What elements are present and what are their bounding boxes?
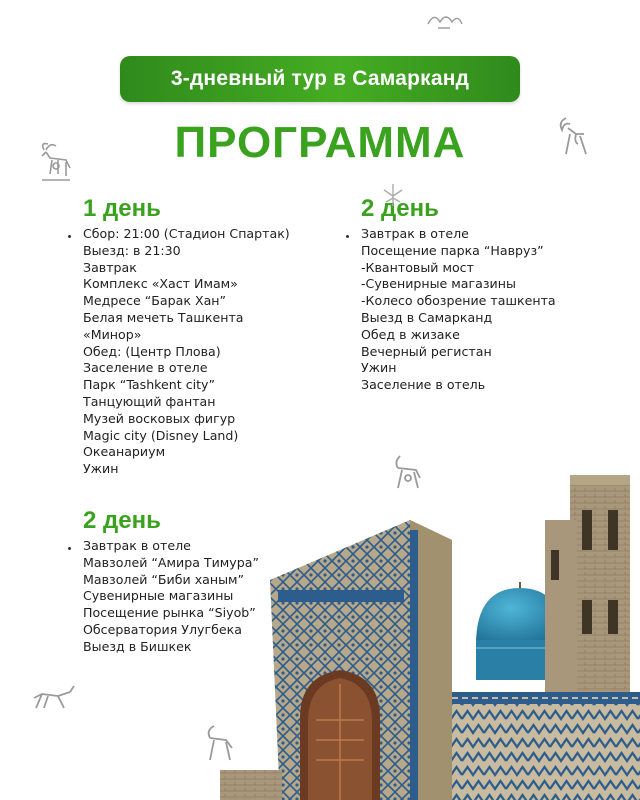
day2-list	[361, 226, 556, 394]
day1-heading: 1 день	[83, 195, 161, 222]
list-item: Медресе “Барак Хан”	[83, 293, 227, 309]
list-item: Мавзолей “Биби ханым”	[83, 571, 245, 587]
list-item: Обед в жизаке	[361, 326, 460, 342]
list-item: Вечерный регистан	[361, 343, 492, 359]
list-item: -Колесо обозрение ташкента	[361, 293, 556, 309]
list-item: Заселение в отель	[361, 377, 486, 393]
tour-title: 3-дневный тур в Самарканд	[170, 67, 470, 90]
list-item: Белая мечеть Ташкента	[83, 309, 244, 325]
list-item: Океанариум	[83, 444, 166, 460]
list-item: Посещение парка “Навруз”	[361, 242, 544, 258]
day1-list	[83, 226, 290, 478]
list-item: Обсерватория Улугбека	[83, 621, 242, 637]
ornament-icon	[378, 180, 408, 210]
list-item: Обед: (Центр Плова)	[83, 343, 221, 359]
mosque-illustration	[220, 470, 640, 800]
list-item: Посещение рынка “Siyob”	[83, 605, 256, 621]
list-item: Сувенирные магазины	[83, 588, 234, 604]
list-item: Magic city (Disney Land)	[83, 427, 239, 443]
ornament-icon	[424, 10, 464, 32]
day2-heading: 2 день	[361, 195, 439, 222]
list-item: Ужин	[361, 360, 397, 376]
list-item: Выезд в Самарканд	[361, 309, 493, 325]
day2-bullet	[346, 235, 349, 238]
day3-bullet	[68, 547, 71, 550]
list-item: Ужин	[83, 461, 119, 477]
list-item: -Сувенирные магазины	[361, 276, 516, 292]
list-item: Выезд: в 21:30	[83, 242, 181, 258]
list-item: Завтрак в отеле	[83, 538, 191, 553]
list-item: -Квантовый мост	[361, 259, 474, 275]
list-item: Завтрак в отеле	[361, 226, 469, 241]
goat-petroglyph-icon	[36, 140, 76, 186]
list-item: Сбор: 21:00 (Стадион Спартак)	[83, 226, 290, 241]
program-title: ПРОГРАММА	[174, 118, 466, 167]
list-item: Музей восковых фигур	[83, 410, 236, 426]
list-item: Парк “Tashkent city”	[83, 377, 216, 393]
list-item: Комплекс «Хаст Имам»	[83, 276, 238, 292]
day1-bullet	[68, 235, 71, 238]
goat-petroglyph-icon	[556, 114, 592, 160]
list-item: Заселение в отеле	[83, 360, 208, 376]
list-item: Мавзолей “Амира Тимура”	[83, 554, 259, 570]
list-item: «Минор»	[83, 326, 142, 342]
tour-title-banner	[120, 56, 520, 102]
list-item: Завтрак	[83, 259, 137, 275]
list-item: Выезд в Бишкек	[83, 638, 192, 654]
day3-heading: 2 день	[83, 507, 161, 534]
list-item: Танцующий фантан	[83, 393, 216, 409]
goat-petroglyph-icon	[30, 684, 78, 714]
